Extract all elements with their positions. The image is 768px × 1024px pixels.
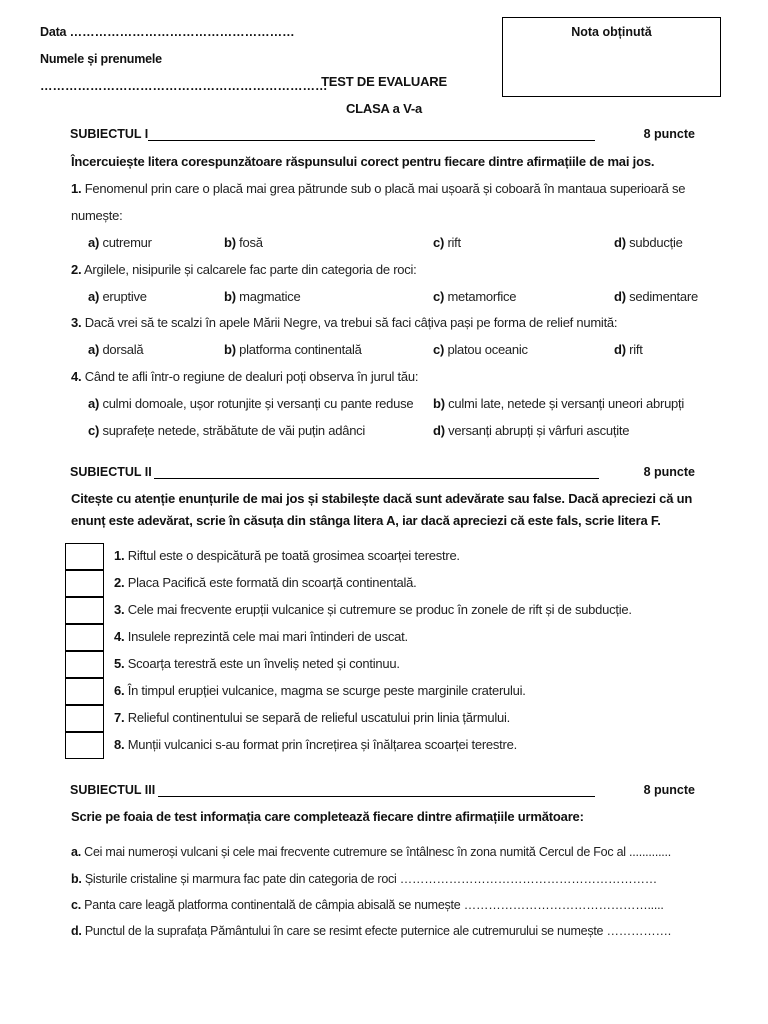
answer-box-4[interactable] (65, 624, 104, 651)
q4-option-b: b) culmi late, netede și versanți uneori abrupți (433, 396, 685, 411)
q4-option-c: c) suprafețe netede, străbătute de văi puțin adânci (88, 423, 366, 438)
q3-option-c: c) platou oceanic (433, 342, 528, 357)
section-1-title: SUBIECTUL I (70, 127, 149, 141)
section-3-header (70, 783, 695, 799)
q1-option-d: d) subducție (614, 235, 683, 250)
question-3-number: 3. (71, 315, 82, 330)
grade-label: Nota obținută (571, 25, 652, 39)
completion-c: c. Panta care leagă platforma continentală de câmpia abisală se numește ………………………………………..... (71, 898, 664, 912)
class-label: CLASA a V-a (345, 101, 423, 116)
statement-8: 8. Munții vulcanici s-au format prin încrețirea și înălțarea scoarței terestre. (114, 737, 517, 752)
question-4-text: Când te afli într-o regiune de dealuri poți observa în jurul tău: (84, 369, 419, 384)
statement-3: 3. Cele mai frecvente erupții vulcanice și cutremure se produc în zonele de rift și de subducție. (114, 602, 632, 617)
answer-box-1[interactable] (65, 543, 104, 570)
q3-option-b: b) platforma continentală (224, 342, 362, 357)
completion-b: b. Șisturile cristaline și marmura fac pate din categoria de roci ……………………………………………………… (71, 872, 658, 886)
q2-option-d: d) sedimentare (614, 289, 698, 304)
question-1-text-cont: numește: (71, 208, 123, 223)
q4-option-d: d) versanți abrupți și vârfuri ascuțite (433, 423, 630, 438)
statement-2: 2. Placa Pacifică este formată din scoarță continentală. (114, 575, 417, 590)
section-1-underline (148, 140, 595, 141)
answer-box-2[interactable] (65, 570, 104, 597)
question-2-text: Argilele, nisipurile și calcarele fac parte din categoria de roci: (84, 262, 417, 277)
section-2-header (70, 465, 695, 481)
question-3 (71, 315, 617, 330)
q2-option-c: c) metamorfice (433, 289, 517, 304)
q4-option-a: a) culmi domoale, ușor rotunjite și versanți cu pante reduse (88, 396, 414, 411)
name-label: Numele și prenumele (40, 52, 162, 66)
statement-5: 5. Scoarța terestră este un înveliș neted și continuu. (114, 656, 400, 671)
q2-option-b: b) magmatice (224, 289, 301, 304)
answer-box-5[interactable] (65, 651, 104, 678)
section-2-points: 8 puncte (643, 465, 695, 479)
q1-option-b: b) fosă (224, 235, 263, 250)
section-2-title: SUBIECTUL II (70, 465, 152, 479)
date-label: Data (40, 25, 67, 39)
question-2 (71, 262, 417, 277)
section-3-underline (158, 796, 595, 797)
completion-d: d. Punctul de la suprafața Pământului în care se resimt efecte puternice ale cutremurului se numește ……………. (71, 924, 671, 938)
section-2-underline (154, 478, 599, 479)
answer-box-7[interactable] (65, 705, 104, 732)
question-3-text: Dacă vrei să te scalzi în apele Mării Negre, va trebui să faci câțiva pași pe forma de relief numită: (84, 315, 618, 330)
section-1-instruction: Încercuiește litera corespunzătoare răspunsului corect pentru fiecare dintre afirmațiile de mai jos. (71, 154, 655, 169)
section-3-title: SUBIECTUL III (70, 783, 156, 797)
answer-box-3[interactable] (65, 597, 104, 624)
name-dots: …………………………………………………………… (40, 79, 328, 93)
date-dots: ……………………………………………… (69, 25, 295, 39)
section-3-points: 8 puncte (643, 783, 695, 797)
grade-box (502, 17, 721, 97)
q3-option-a: a) dorsală (88, 342, 144, 357)
section-1-header (70, 127, 695, 143)
q3-option-d: d) rift (614, 342, 643, 357)
answer-box-6[interactable] (65, 678, 104, 705)
question-4-number: 4. (71, 369, 82, 384)
q2-option-a: a) eruptive (88, 289, 147, 304)
question-1-number: 1. (71, 181, 82, 196)
statement-1: 1. Riftul este o despicătură pe toată grosimea scoarței terestre. (114, 548, 460, 563)
section-2-instruction-line2: enunț este adevărat, scrie în căsuța din stânga litera A, iar dacă apreciezi că este fals, scrie litera F. (71, 513, 661, 528)
question-2-number: 2. (71, 262, 82, 277)
q1-option-a: a) cutremur (88, 235, 152, 250)
test-title: TEST DE EVALUARE (321, 74, 447, 89)
section-3-instruction: Scrie pe foaia de test informația care completează fiecare dintre afirmațiile următoare: (71, 809, 584, 824)
completion-a: a. Cei mai numeroși vulcani și cele mai frecvente cutremure se întâlnesc în zona numită Cercul de Foc al ............. (71, 845, 671, 859)
q1-option-c: c) rift (433, 235, 461, 250)
question-1 (71, 181, 685, 196)
question-4 (71, 369, 418, 384)
date-field (40, 25, 295, 39)
section-1-points: 8 puncte (643, 127, 695, 141)
answer-box-8[interactable] (65, 732, 104, 759)
question-1-text: Fenomenul prin care o placă mai grea pătrunde sub o placă mai ușoară și coboară în mantaua superioară se (84, 181, 686, 196)
statement-6: 6. În timpul erupției vulcanice, magma se scurge peste marginile craterului. (114, 683, 526, 698)
statement-7: 7. Relieful continentului se separă de relieful uscatului prin linia țărmului. (114, 710, 511, 725)
section-2-instruction-line1: Citește cu atenție enunțurile de mai jos și stabilește dacă sunt adevărate sau false. Dacă apreciezi că un (71, 491, 693, 506)
statement-4: 4. Insulele reprezintă cele mai mari întinderi de uscat. (114, 629, 408, 644)
